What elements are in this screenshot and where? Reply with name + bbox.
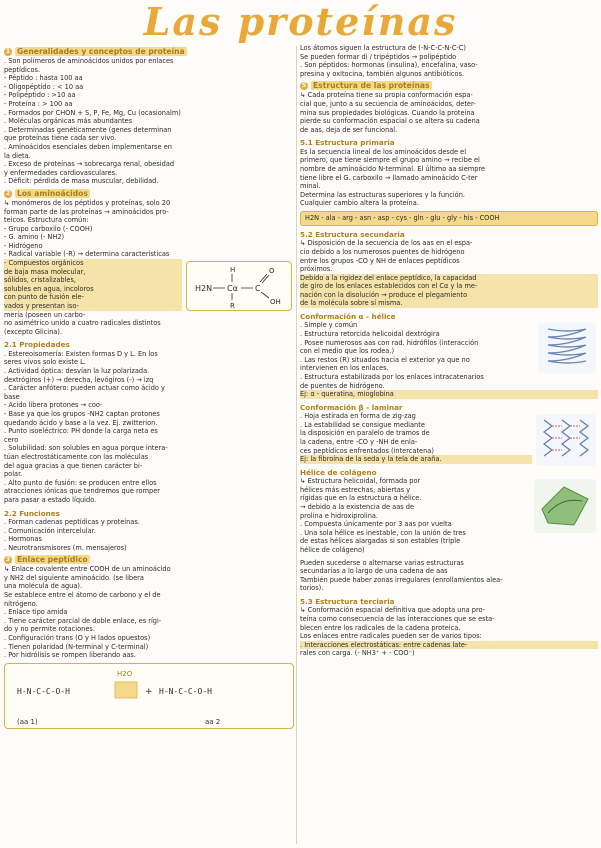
text-line: cero	[4, 435, 19, 444]
amino-acid-formula	[186, 261, 292, 311]
text-line: base	[4, 392, 20, 401]
formula-bond	[261, 292, 269, 298]
text-line: . Hormonas	[4, 535, 42, 544]
section-body	[4, 57, 294, 186]
text-line: blecen entre los radicales de la cadena proteica.	[300, 623, 461, 632]
section-body	[4, 350, 294, 505]
formula-amino-group: H2N	[195, 284, 213, 294]
text-line: teicos. Estructura común:	[4, 216, 89, 225]
text-line: . Son péptidos: hormonas (insulina), encefalina, vaso-	[300, 61, 478, 70]
amino-acid-1-chain: H-N-C-C-O-H	[17, 686, 70, 696]
text-line: entre los grupos -CO y NH de enlaces peptídicos	[300, 256, 460, 265]
text-line: . Moléculas orgánicas más abundantes	[4, 117, 133, 126]
text-line: ↳ Estructura helicoidal, formada por	[300, 477, 421, 486]
text-line: . Aminoácidos esenciales deben implementarse en	[4, 142, 172, 151]
section-body	[300, 412, 598, 464]
text-line: . Tienen polaridad (N-terminal y C-terminal)	[4, 642, 149, 651]
section-number: 2	[5, 189, 11, 197]
text-line: . Formados por CHON + S, P, Fe, Mg, Cu (ocasionalm)	[4, 108, 181, 117]
text-line: Se pueden formar di / tripéptidos → polipéptido	[300, 52, 457, 61]
text-line: ↳ Cada proteína tiene su propia conformación espa-	[300, 91, 473, 100]
section-title: Generalidades y conceptos de proteína	[17, 47, 185, 56]
subsection-title: 5.1 Estructura primaria	[300, 138, 395, 148]
text-line: - Péptido : hasta 100 aa	[4, 74, 83, 83]
subsection-title: Conformación α - hélice	[300, 312, 396, 322]
text-line: . Estereoisomería: Existen formas D y L. En los	[4, 349, 158, 358]
text-line: - Proteína : > 100 aa	[4, 99, 73, 108]
text-line: → debido a la existencia de aas de	[300, 502, 415, 511]
text-line: secundarias a lo largo de una cadena de aas	[300, 567, 448, 576]
section-body	[300, 239, 598, 308]
text-line: . Comunicación intercelular.	[4, 526, 96, 535]
section-body	[4, 518, 294, 552]
amino-acid-sequence: H2N - ala - arg - asn - asp - cys - gln - glu - gly - his - COOH	[300, 211, 598, 226]
text-line: presina y oxitocina, también algunos antibióticos.	[300, 69, 465, 78]
text-line: de baja masa molecular,	[4, 268, 182, 277]
between-block	[300, 559, 598, 593]
text-line: cio debido a los numerosos puentes de hidrógeno	[300, 247, 465, 256]
text-line: del agua gracias a que tienen carácter bi-	[4, 461, 143, 470]
section-body	[300, 606, 598, 658]
text-line: . Compuesta únicamente por 3 aas por vuelta	[300, 520, 452, 529]
text-line: de aas, deja de ser funcional.	[300, 125, 398, 134]
subsection-title: Hélice de colágeno	[300, 467, 377, 477]
text-line: con punto de fusión ele-	[4, 293, 182, 302]
text-line: que proteínas tiene cada ser vivo.	[4, 134, 117, 143]
text-line: . Posee numerosos aas con rad. hidrófilos (interacción	[300, 338, 479, 347]
text-line: . Por hidrólisis se rompen liberando aas.	[4, 651, 136, 660]
text-line: vados y presentan iso-	[4, 302, 182, 311]
text-line: mina sus propiedades biológicas. Cuando la proteína	[300, 108, 475, 117]
formula-hydrogen: H	[230, 266, 236, 275]
water-label: H2O	[117, 669, 133, 678]
text-line: . Una sola hélice es inestable, con la unión de tres	[300, 528, 466, 537]
text-line: peptídicos.	[4, 65, 41, 74]
text-line: . Estructura retorcida helicoidal dextrógira	[300, 330, 440, 339]
text-line: - Polipéptido : >10 aa	[4, 91, 76, 100]
text-line: primero, que tiene siempre el grupo amino → recibe el	[300, 156, 480, 165]
formula-hydroxyl: OH	[270, 298, 281, 307]
text-line: Pueden sucederse o alternarse varias estructuras	[300, 558, 464, 567]
subsection-title: 2.2 Funciones	[4, 508, 60, 518]
section-number: 1	[5, 48, 11, 55]
text-line: y NH2 del siguiente aminoácido. (se libera	[4, 573, 144, 582]
text-line: Debido a la rigidez del enlace peptídico, la capacidad	[300, 274, 598, 283]
text-line: - Ácido libera protones → coo-	[4, 401, 103, 410]
text-line: dextrógiros (+) → derecha, levógiros (-) → izq	[4, 375, 154, 384]
text-line: la dieta.	[4, 151, 31, 160]
text-line: ↳ Enlace covalente entre COOH de un aminoácido	[4, 565, 171, 574]
text-line: de puentes de hidrógeno.	[300, 381, 385, 390]
column-divider	[296, 46, 297, 844]
text-line: . Solubilidad: son solubles en agua porque intera-	[4, 444, 168, 453]
section-number: 5	[301, 82, 307, 90]
text-line: Los átomos siguen la estructura de (-N-C-C-N-C-C)	[300, 44, 466, 52]
subsection-title: Conformación β - laminar	[300, 402, 403, 412]
amino-acid-2-label: aa 2	[205, 717, 221, 726]
text-line: de la molécula sobre sí misma.	[300, 299, 598, 308]
text-line: - Grupo carboxilo (- COOH)	[4, 224, 93, 233]
beta-sheet-illustration	[536, 414, 596, 466]
text-line: de giro de los enlaces establecidos con el Cα y la me-	[300, 282, 598, 291]
text-line: . Hoja estirada en forma de zig-zag	[300, 412, 416, 421]
alpha-helix-illustration	[538, 323, 596, 373]
section-body	[300, 477, 598, 554]
text-line: no asimétrico unido a cuatro radicales distintos	[4, 319, 161, 328]
text-line: tiene libre el G. carboxilo → llamado aminoácido C-ter	[300, 173, 478, 182]
section-title: Los aminoácidos	[17, 188, 88, 198]
section-heading	[4, 555, 294, 565]
section-body	[300, 91, 598, 134]
text-line: (excepto Glicina).	[4, 327, 63, 336]
subsection-title: 5.3 Estructura terciaria	[300, 596, 395, 606]
illustration-background	[536, 414, 596, 466]
text-line: cial que, junto a su secuencia de aminoácidos, deter-	[300, 99, 476, 108]
section-body	[4, 199, 294, 337]
section-body	[300, 148, 598, 226]
text-line: . Interacciones electrostáticas: entre cadenas late-	[300, 641, 598, 650]
text-line: nación con la disolución → produce el plegamiento	[300, 291, 598, 300]
text-line: También puede haber zonas irregulares (enrollamientos alea-	[300, 575, 503, 584]
text-line: polar.	[4, 470, 23, 479]
section-heading	[4, 47, 294, 57]
right-column	[300, 44, 598, 848]
plus-sign: +	[145, 686, 153, 697]
text-line: ↳ Disposición de la secuencia de los aas en el espa-	[300, 239, 473, 248]
page-title: Las proteínas	[143, 0, 458, 44]
collagen-illustration	[534, 479, 596, 533]
section-title: Enlace peptídico	[17, 555, 88, 565]
section-body	[300, 321, 598, 398]
text-line: . Neurotransmisores (m. mensajeros)	[4, 543, 127, 552]
section-number: 3	[5, 556, 11, 564]
text-line: - Compuestos orgánicos	[4, 259, 182, 268]
formula-oxygen: O	[269, 267, 275, 276]
formula-carboxyl-carbon: C	[255, 284, 261, 294]
amino-acid-2-chain: H-N-C-C-O-H	[159, 686, 212, 696]
text-line: próximos.	[300, 265, 333, 274]
text-line: . Déficit: pérdida de masa muscular, debilidad.	[4, 177, 159, 186]
text-line: Se establece entre el átomo de carbono y el de	[4, 591, 161, 600]
text-line: prolina e hidroxiprolina.	[300, 511, 379, 520]
section-heading	[300, 81, 598, 91]
left-column	[4, 44, 294, 848]
subsection-title: 5.2 Estructura secundaria	[300, 229, 405, 239]
water-highlight	[115, 682, 137, 698]
text-line: y enfermedades cardiovasculares.	[4, 168, 118, 177]
text-line: - Radical variable (-R) → determina características	[4, 250, 170, 259]
text-line: pierde su conformación espacial o se altera su cadena	[300, 117, 480, 126]
text-line: . La estabilidad se consigue mediante	[300, 420, 425, 429]
text-line: sólidos, cristalizables,	[4, 276, 182, 285]
text-line: ↳ Conformación espacial definitiva que adopta una pro-	[300, 606, 486, 615]
text-line: - Base ya que los grupos -NH2 captan protones	[4, 409, 160, 418]
formula-alpha-carbon: Cα	[227, 284, 238, 294]
text-line: de estas hélices alargadas si son estables (triple	[300, 537, 461, 546]
text-line: ↳ monómeros de los péptidos y proteínas, solo 20	[4, 198, 171, 207]
section-body	[4, 565, 294, 660]
text-line: una molécula de agua).	[4, 582, 83, 591]
text-line: . Son polímeros de aminoácidos unidos por enlaces	[4, 57, 174, 65]
text-line: . Determinadas genéticamente (genes determinan	[4, 125, 172, 134]
text-line: . Carácter anfótero: pueden actuar como ácido y	[4, 384, 165, 393]
section-heading	[4, 189, 294, 199]
text-line: . Forman cadenas peptídicas y proteínas.	[4, 517, 140, 526]
text-line: forman parte de las proteínas → aminoácidos pro-	[4, 207, 169, 216]
text-line: . Estructura estabilizada por los enlaces intracatenarios	[300, 373, 484, 382]
text-line: rales con carga. (- NH3⁺ + - COO⁻)	[300, 649, 415, 658]
intro-block	[300, 44, 598, 78]
text-line: mería (poseen un carbo-	[4, 310, 86, 319]
text-line: Determina las estructuras superiores y la función.	[300, 190, 465, 199]
text-line: . Punto isoeléctrico: PH donde la carga neta es	[4, 427, 158, 436]
text-line: intervienen en los enlaces.	[300, 364, 389, 373]
text-line: hélices más estrechas, abiertas y	[300, 485, 411, 494]
peptide-bond-diagram	[4, 663, 294, 729]
text-line: do y no permite rotaciones.	[4, 625, 95, 634]
text-line: Los enlaces entre radicales pueden ser de varios tipos:	[300, 632, 482, 641]
text-line: . Exceso de proteínas → sobrecarga renal, obesidad	[4, 160, 175, 169]
text-line: . Configuración trans (O y H lados opuestos)	[4, 634, 151, 643]
text-line: . Simple y común	[300, 321, 358, 330]
text-line: - Hidrógeno	[4, 241, 43, 250]
text-line: nitrógeno.	[4, 599, 38, 608]
text-line: Es la secuencia lineal de los aminoácidos desde el	[300, 147, 467, 156]
text-line: ces peptídicos enfrentados (intercatena)	[300, 446, 434, 455]
text-line: seres vivos solo existe L.	[4, 358, 86, 367]
text-line: atracciones iónicas que tendremos que romper	[4, 487, 160, 496]
text-line: la cadena, entre -CO y -NH de enla-	[300, 438, 418, 446]
text-line: torios).	[300, 584, 324, 593]
text-line: solubles en agua, incoloros	[4, 285, 182, 294]
section-title: Estructura de las proteínas	[313, 81, 430, 91]
text-line: teína como consecuencia de las interacciones que se esta-	[300, 614, 495, 623]
text-line: túan electrostáticamente con las moléculas	[4, 452, 149, 461]
text-line: Cualquier cambio altera la proteína.	[300, 199, 419, 208]
text-line: - Oligopéptido : < 10 aa	[4, 82, 84, 91]
text-line: rígidas que en la estructura α hélice.	[300, 494, 422, 503]
text-line: . Actividad óptica: desvían la luz polarizada.	[4, 367, 150, 375]
text-line: hélice de colágeno)	[300, 545, 365, 554]
text-line: nombre de aminoácido N-terminal. El último aa siempre	[300, 164, 486, 173]
text-line: . Las restos (R) situados hacia el exterior ya que no	[300, 355, 470, 364]
text-line: con el medio que los rodea.)	[300, 347, 395, 356]
text-line: . Tiene carácter parcial de doble enlace, es rígi-	[4, 616, 162, 625]
text-line: la disposición en paralelo de tramos de	[300, 429, 430, 438]
peptide-bond-svg	[5, 664, 293, 728]
text-line: Ej: la fibroína de la seda y la tela de araña.	[300, 455, 532, 464]
text-line: para pasar a estado líquido.	[4, 495, 97, 504]
text-line: quedando ácido y base a la vez. Ej. zwitterion.	[4, 418, 158, 427]
text-line: - G. amino (- NH2)	[4, 233, 65, 242]
text-line: . Enlace tipo amida	[4, 608, 68, 617]
text-line: Ej: α - queratina, mioglobina	[300, 390, 598, 399]
subsection-title: 2.1 Propiedades	[4, 340, 70, 350]
formula-radical: R	[230, 302, 235, 311]
amino-acid-1-label: (aa 1)	[17, 717, 38, 726]
text-line: . Alto punto de fusión: se producen entre ellos	[4, 478, 157, 487]
text-line: minal.	[300, 182, 321, 191]
